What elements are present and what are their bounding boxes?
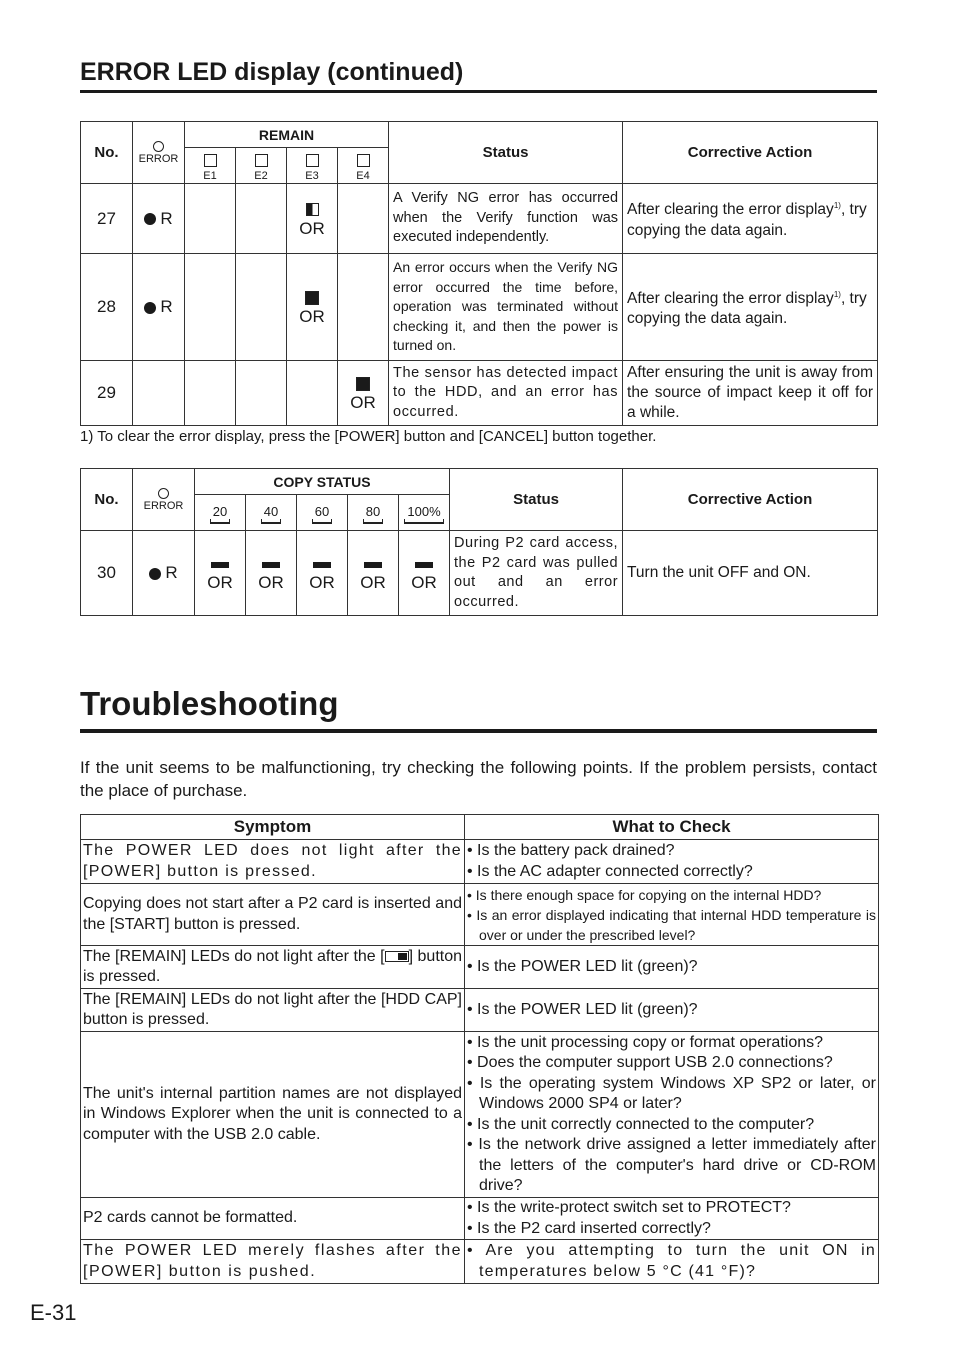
list-item: • Is the write-protect switch set to PROTECT? (467, 1198, 876, 1219)
header-status: Status (389, 122, 623, 184)
page-number: E-31 (30, 1300, 77, 1325)
list-item: • Is the unit correctly connected to the computer? (467, 1115, 876, 1136)
table-row: 27 R OR A Verify NG error has occurred when the Verify function was executed independently. After clearing the error display$^{1)}$, try copying the data again. (81, 184, 878, 254)
list-item: • Is the POWER LED lit (green)? (467, 957, 876, 978)
header-status: Status (450, 469, 623, 531)
led-half-icon (306, 203, 319, 216)
table-row: 30 R OR OR OR OR OR During P2 card access, the P2 card was pulled out and an error occurred. Turn the unit OFF and ON. (81, 531, 878, 616)
led-on-icon (144, 213, 156, 225)
copy-status-40-icon: 40 (261, 504, 281, 524)
list-item: • Is the P2 card inserted correctly? (467, 1219, 876, 1240)
led-on-icon (149, 568, 161, 580)
led-bar-icon (211, 562, 229, 568)
list-item: • Is an error displayed indicating that internal HDD temperature is over or under the prescribed level? (467, 905, 876, 945)
error-led-table-copy-status (80, 468, 878, 616)
led-indicator-icon (153, 141, 164, 152)
led-off-icon (255, 154, 268, 167)
list-item: • Is the POWER LED lit (green)? (467, 1000, 876, 1021)
list-item: • Is the unit processing copy or format operations? (467, 1033, 876, 1054)
copy-status-60-icon: 60 (312, 504, 332, 524)
header-action: Corrective Action (623, 469, 878, 531)
copy-status-80-icon: 80 (363, 504, 383, 524)
list-item: • Is the battery pack drained? (467, 841, 876, 862)
section-title: ERROR LED display (continued) (80, 58, 877, 93)
led-bar-icon (313, 562, 331, 568)
led-lit-icon (305, 291, 319, 305)
troubleshooting-title: Troubleshooting (80, 685, 877, 733)
table-row: P2 cards cannot be formatted. • Is the write-protect switch set to PROTECT? • Is the P2 card inserted correctly? (81, 1198, 879, 1240)
table-row: The [REMAIN] LEDs do not light after the [ ] button is pressed. • Is the POWER LED lit (green)? (81, 946, 879, 989)
header-error: ERROR (133, 469, 195, 531)
header-no: No. (81, 122, 133, 184)
remain-col-e2: E2 (236, 148, 287, 184)
header-no: No. (81, 469, 133, 531)
list-item: • Is there enough space for copying on the internal HDD? (467, 885, 876, 905)
header-what-to-check: What to Check (465, 815, 879, 840)
table-row: 28 R OR An error occurs when the Verify NG error occurred the time before, operation was terminated without checking it, and then the power is turned on. After clearing the error display$^{1)}$, try copying the data again. (81, 254, 878, 361)
table-row: Copying does not start after a P2 card is inserted and the [START] button is pressed. • Is there enough space for copying on the internal HDD? • Is an error displayed indicating that internal HDD temperature is over or under the prescribed level? (81, 884, 879, 946)
table-row: The POWER LED merely flashes after the [POWER] button is pushed. • Are you attempting to turn the unit ON in temperatures below 5 °C (41 °F)? (81, 1240, 879, 1284)
copy-status-100-icon: 100% (404, 504, 443, 524)
table-row: The unit's internal partition names are not displayed in Windows Explorer when the unit is connected to a computer with the USB 2.0 cable. • Is the unit processing copy or format operations? • Does the computer support USB 2.0 connections? • Is the operating system Windows XP SP2 or later, or Windows 2000 SP4 or later? • Is the unit correctly connected to the computer? • Is the network drive assigned a letter immediately after the letters of the computer's hard drive or CD-ROM drive? (81, 1032, 879, 1198)
led-bar-icon (262, 562, 280, 568)
list-item: • Are you attempting to turn the unit ON in temperatures below 5 °C (41 °F)? (467, 1241, 876, 1282)
header-remain: REMAIN (185, 122, 389, 148)
list-item: • Is the AC adapter connected correctly? (467, 862, 876, 883)
copy-status-20-icon: 20 (210, 504, 230, 524)
troubleshooting-table (80, 814, 879, 1284)
header-copy-status: COPY STATUS (195, 469, 450, 495)
led-lit-icon (356, 377, 370, 391)
header-error: ERROR (133, 122, 185, 184)
remain-col-e4: E4 (338, 148, 389, 184)
remain-col-e1: E1 (185, 148, 236, 184)
led-off-icon (204, 154, 217, 167)
intro-text: If the unit seems to be malfunctioning, try checking the following points. If the problem persists, contact the place of purchase. (80, 758, 877, 800)
remain-col-e3: E3 (287, 148, 338, 184)
remain-button-icon (385, 951, 409, 962)
list-item: • Does the computer support USB 2.0 connections? (467, 1053, 876, 1074)
led-bar-icon (415, 562, 433, 568)
led-on-icon (144, 302, 156, 314)
led-off-icon (357, 154, 370, 167)
led-off-icon (306, 154, 319, 167)
footnote: 1) To clear the error display, press the [POWER] button and [CANCEL] button together. (80, 428, 657, 445)
table-row: The POWER LED does not light after the [POWER] button is pressed. • Is the battery pack drained? • Is the AC adapter connected correctly? (81, 840, 879, 884)
led-indicator-icon (158, 488, 169, 499)
list-item: • Is the operating system Windows XP SP2 or later, or Windows 2000 SP4 or later? (467, 1074, 876, 1115)
header-action: Corrective Action (623, 122, 878, 184)
led-bar-icon (364, 562, 382, 568)
table-row: 29 OR The sensor has detected impact to the HDD, and an error has occurred. After ensuring the unit is away from the source of impact keep it off for a while. (81, 361, 878, 426)
error-led-table-remain (80, 121, 878, 426)
table-row: The [REMAIN] LEDs do not light after the [HDD CAP] button is pressed. • Is the POWER LED lit (green)? (81, 989, 879, 1032)
header-symptom: Symptom (81, 815, 465, 840)
list-item: • Is the network drive assigned a letter immediately after the letters of the computer's hard drive or CD-ROM drive? (467, 1135, 876, 1197)
